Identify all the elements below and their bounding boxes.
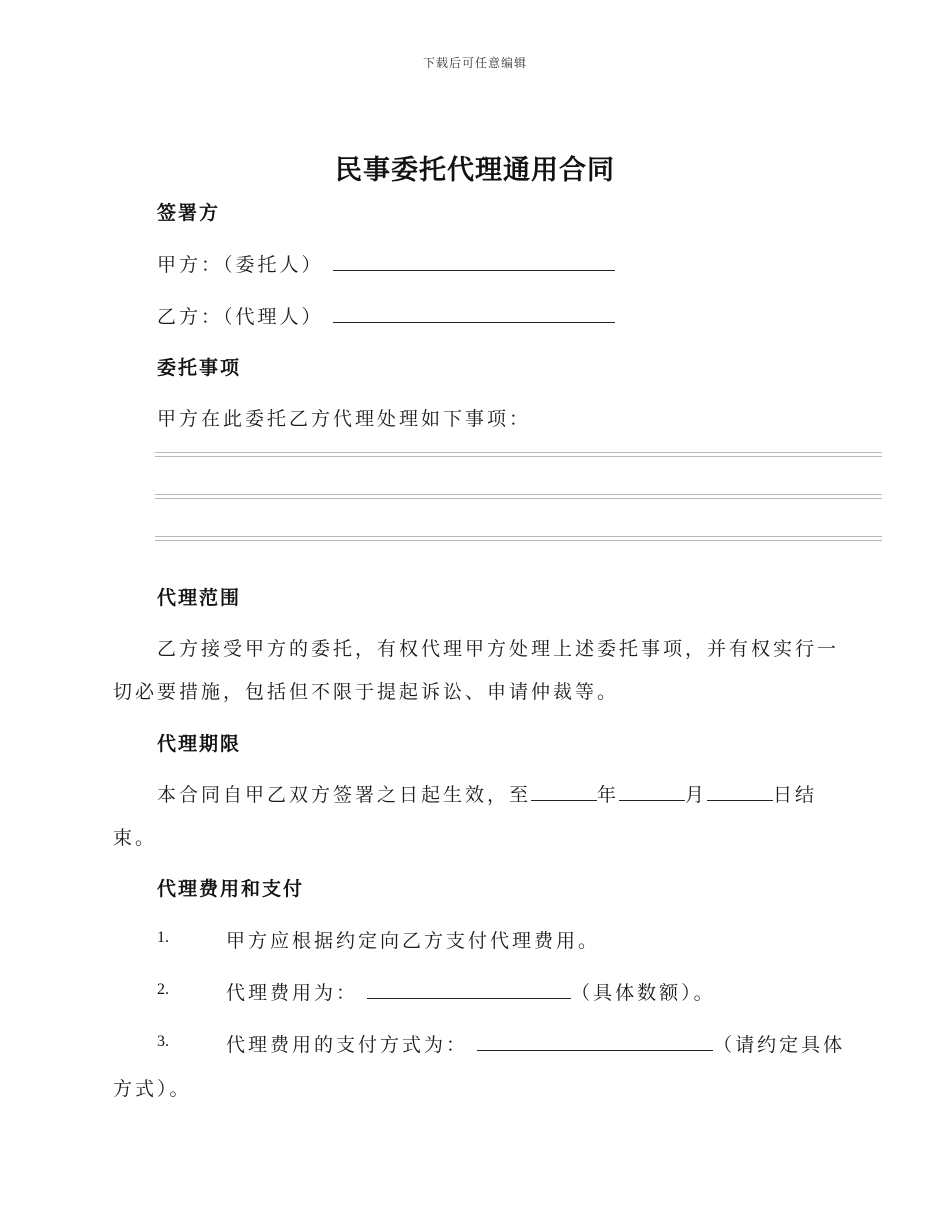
party-b-line (157, 302, 615, 329)
fee-item-3-line (226, 1030, 845, 1057)
fee-item-3-line-2: 方式）。 (113, 1078, 192, 1100)
heading-term: 代理期限 (157, 733, 242, 755)
term-month-label: 月 (685, 784, 708, 806)
header-note: 下载后可任意编辑 (422, 56, 527, 70)
fee-item-2-text: 代理费用为： (226, 982, 359, 1004)
party-a-label: 甲方：（委托人） (157, 254, 324, 276)
fee-item-3-suffix: （请约定具体 (713, 1034, 846, 1056)
fee-item-1-text: 甲方应根据约定向乙方支付代理费用。 (226, 930, 601, 952)
heading-scope: 代理范围 (157, 587, 242, 609)
term-text-start: 本合同自甲乙双方签署之日起生效，至 (157, 784, 532, 806)
term-year-blank[interactable] (531, 784, 597, 801)
matter-blank-line-3[interactable] (155, 536, 882, 541)
party-b-blank[interactable] (333, 306, 615, 323)
scope-line-2: 切必要措施，包括但不限于提起诉讼、申请仲裁等。 (113, 681, 620, 703)
matter-blank-line-1[interactable] (155, 452, 882, 457)
party-a-blank[interactable] (333, 254, 615, 271)
fee-item-2-number: 2. (157, 981, 169, 998)
term-year-label: 年 (597, 784, 620, 806)
term-day-blank[interactable] (707, 784, 773, 801)
heading-matters: 委托事项 (157, 357, 242, 379)
fee-method-blank[interactable] (477, 1034, 713, 1051)
heading-signatories: 签署方 (157, 202, 221, 224)
fee-amount-blank[interactable] (367, 982, 571, 999)
term-day-label: 日结 (773, 784, 818, 806)
heading-fees: 代理费用和支付 (157, 878, 305, 900)
term-line-2: 束。 (113, 827, 158, 849)
party-a-line (157, 250, 615, 277)
fee-item-3-text: 代理费用的支付方式为： (226, 1034, 469, 1056)
document-title: 民事委托代理通用合同 (335, 155, 615, 186)
term-line-1 (157, 780, 817, 807)
matters-intro: 甲方在此委托乙方代理处理如下事项： (157, 408, 532, 430)
fee-item-1-number: 1. (157, 929, 169, 946)
party-b-label: 乙方：（代理人） (157, 306, 324, 328)
scope-line-1: 乙方接受甲方的委托，有权代理甲方处理上述委托事项，并有权实行一 (157, 638, 840, 660)
term-month-blank[interactable] (619, 784, 685, 801)
fee-item-2-suffix: （具体数额）。 (571, 982, 716, 1004)
fee-item-2-line (226, 978, 716, 1005)
fee-item-3-number: 3. (157, 1033, 169, 1050)
matter-blank-line-2[interactable] (155, 494, 882, 499)
